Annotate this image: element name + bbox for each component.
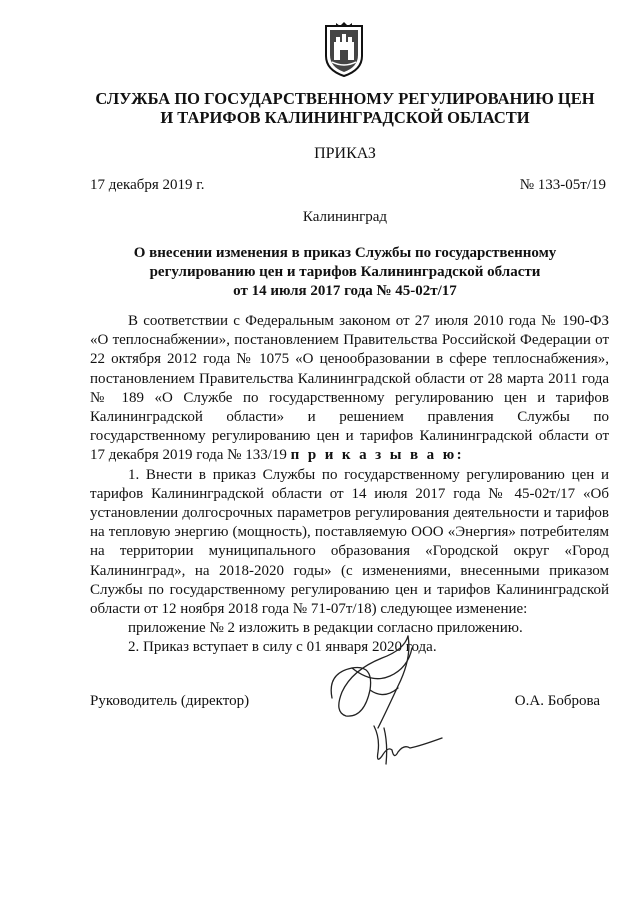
document-subject [100,244,590,301]
signatory-title: Руководитель (директор) [90,693,250,709]
item-2-paragraph: 2. Приказ вступает в силу с 01 января 2020 года. [128,639,437,656]
preamble-text: В соответствии с Федеральным законом от 27 июля 2010 года № 190-ФЗ «О теплоснабжении», постановлением Правительства Российской Федерации от 22 октября 2012 года № 1075 «О ценообразовании в сфере теплоснабжения», постановлением Правительства Калининградской области от 28 марта 2011 года № 189 «О Службе по государственному регулированию цен и тарифов Калининградской области» и решением правления Службы по государственному регулированию цен и тарифов Калининградской области от 17 декабря 2019 года № 133/19 [90,313,609,464]
subject-line1: О внесении изменения в приказ Службы по государственному [133,245,557,261]
preamble-paragraph [90,312,609,466]
subject-line2: регулированию цен и тарифов Калининградской области [149,264,541,280]
decree-word: п р и к а з ы в а ю: [290,447,464,464]
document-body [90,312,609,658]
signatory-name: О.А. Боброва [514,693,600,709]
handwritten-signature [312,628,462,788]
document-city: Калининград [302,209,388,225]
agency-name [80,89,610,127]
coat-of-arms-icon [322,22,366,78]
item-1-paragraph: 1. Внести в приказ Службы по государственному регулированию цен и тарифов Калининградской области от 14 июля 2017 года № 45-02т/17 «Об установлении долгосрочных параметров регулирования деятельности и тарифов на тепловую энергию (мощность), поставляемую ООО «Энергия» потребителям на территории муниципального образования «Городской округ «Город Калининград», на 2018-2020 годы» (с изменениями, внесенными приказом Службы по государственному регулированию цен и тарифов Калининградской области от 12 ноября 2018 года № 71-07т/18) следующее изменение: [90,466,609,618]
document-date: 17 декабря 2019 г. [90,177,205,193]
document-number: № 133-05т/19 [519,177,606,193]
document-type: ПРИКАЗ [314,145,376,162]
item-1-subparagraph: приложение № 2 изложить в редакции согласно приложению. [128,620,523,637]
subject-line3: от 14 июля 2017 года № 45-02т/17 [233,283,457,299]
agency-name-line2: И ТАРИФОВ КАЛИНИНГРАДСКОЙ ОБЛАСТИ [160,108,530,127]
agency-name-line1: СЛУЖБА ПО ГОСУДАРСТВЕННОМУ РЕГУЛИРОВАНИЮ ЦЕН [95,89,595,108]
